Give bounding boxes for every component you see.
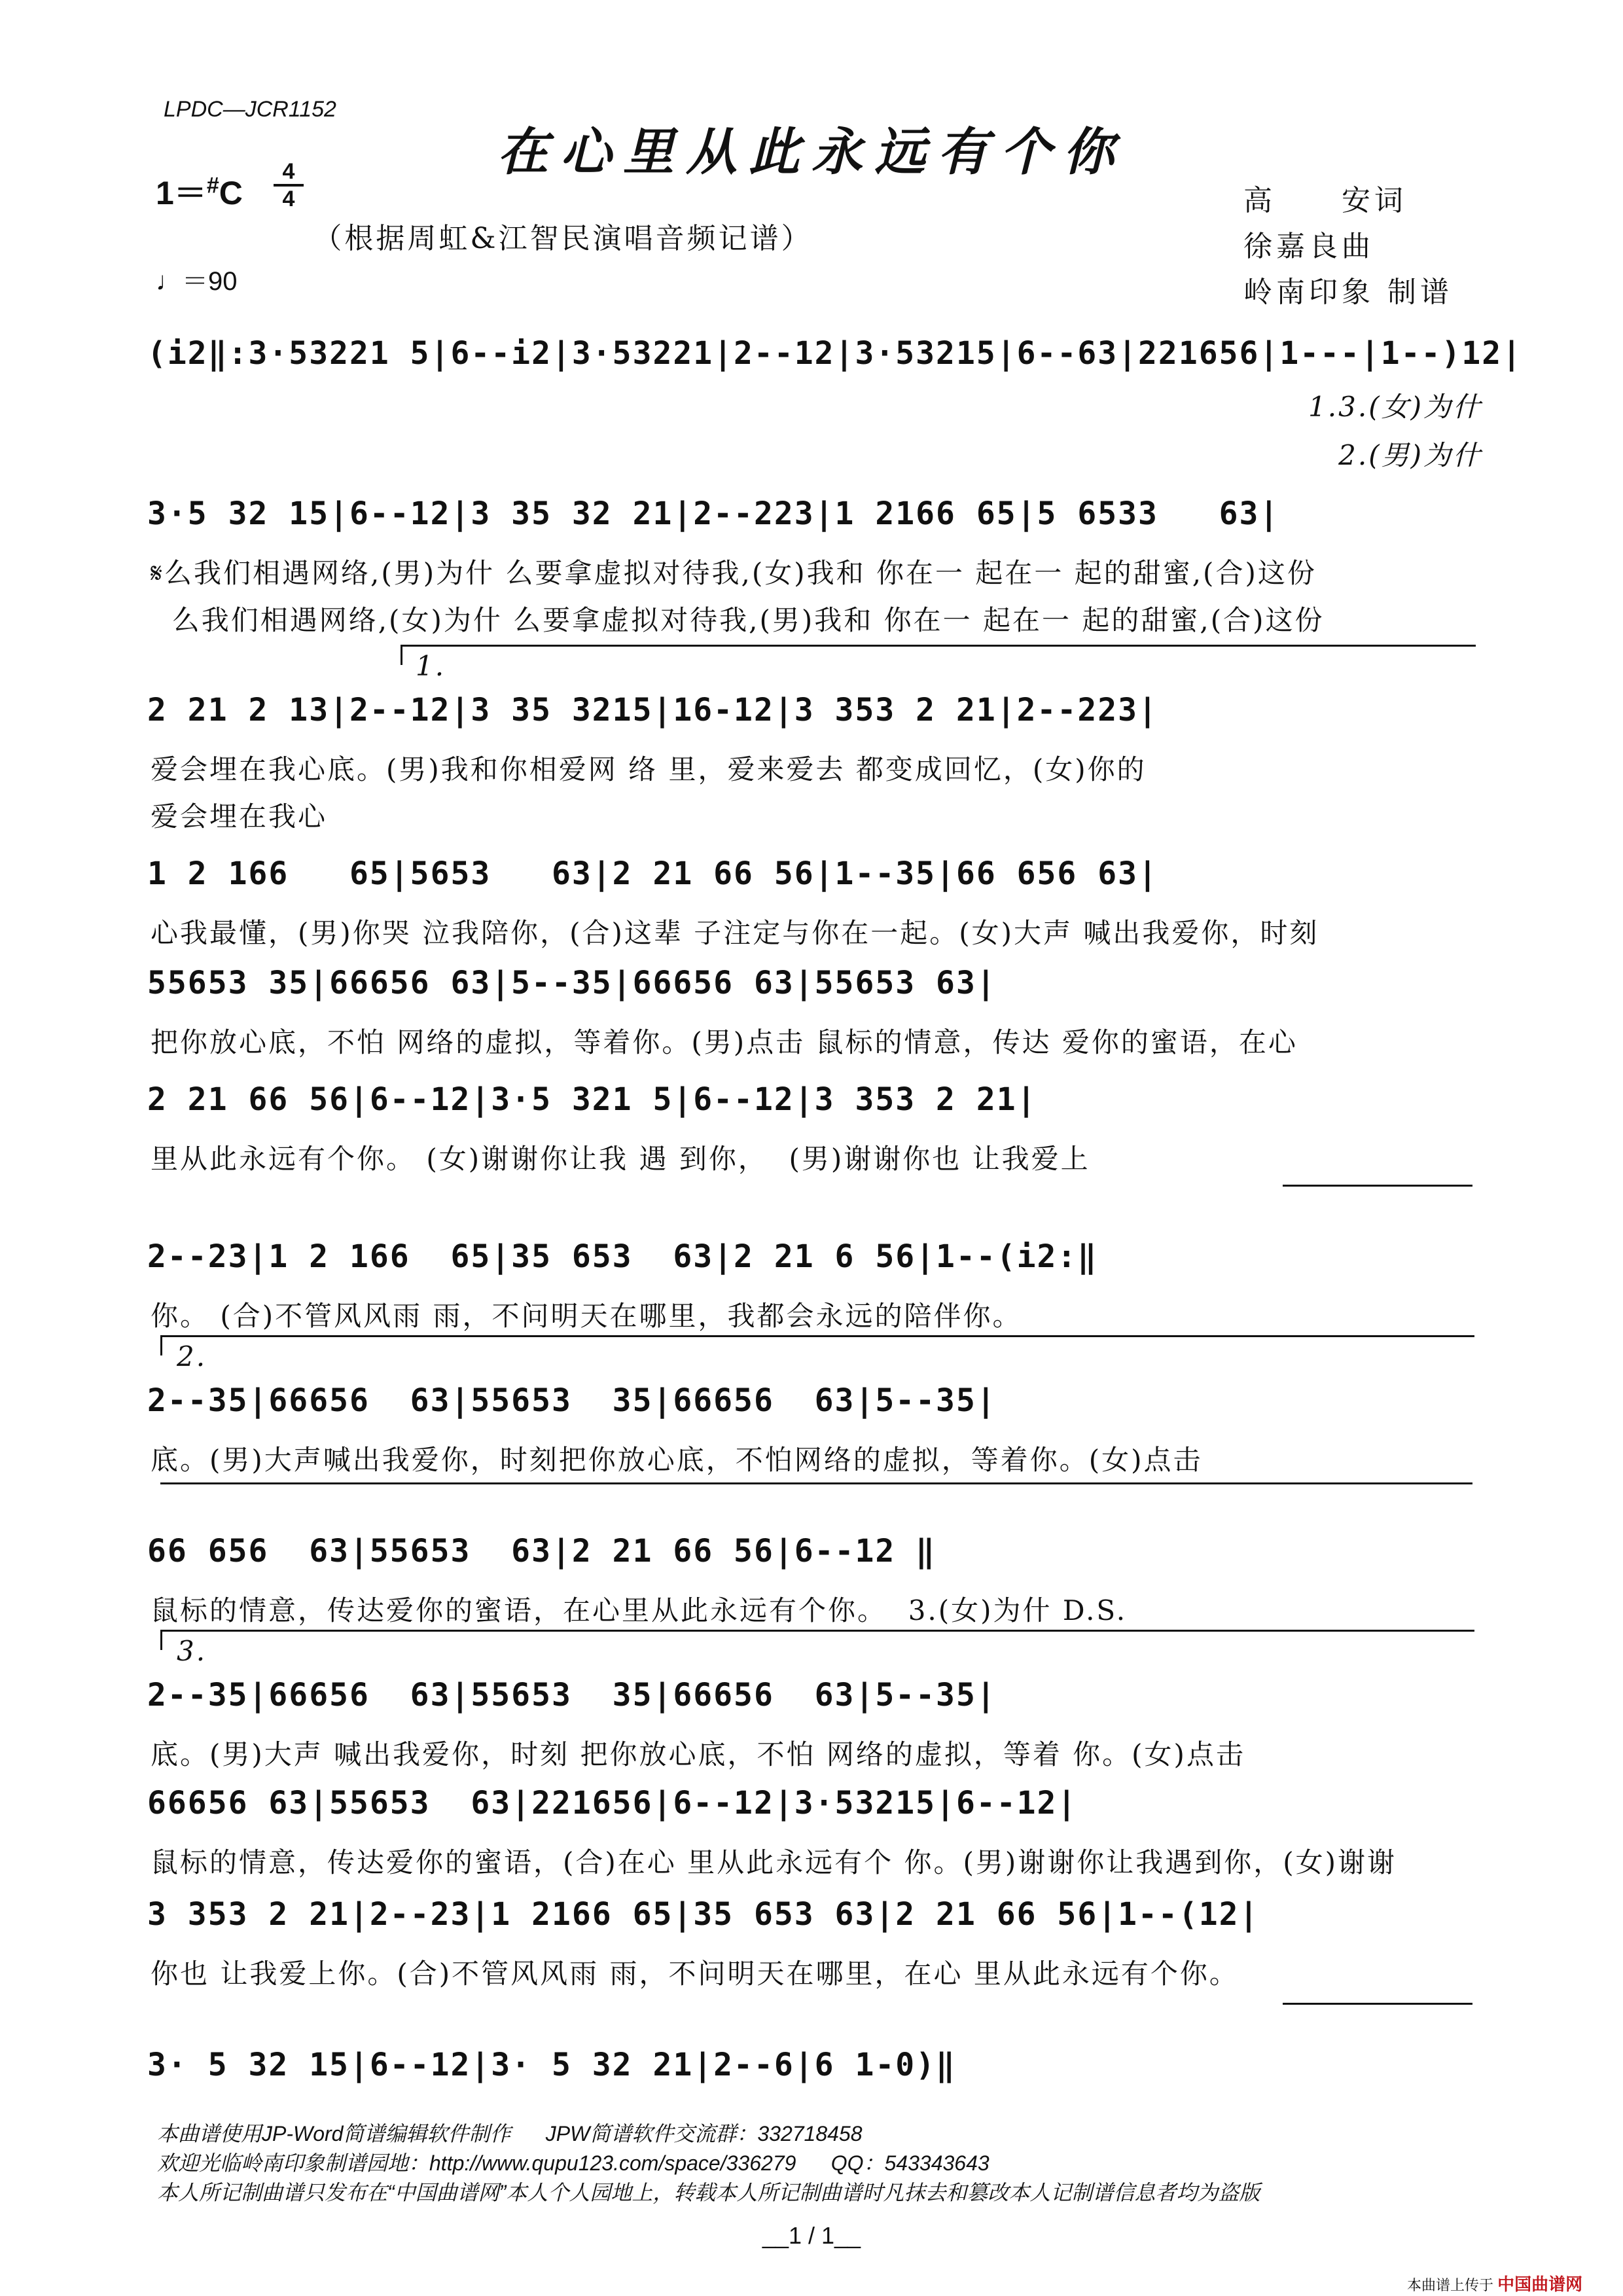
- meter-bottom: 4: [282, 187, 295, 211]
- song-title: 在心里从此永远有个你: [497, 122, 1126, 182]
- score-code: LPDC—JCR1152: [164, 97, 336, 122]
- volta-bracket-1: [401, 645, 1476, 665]
- verse-cue-1: 1.3.(女)为什: [1308, 391, 1482, 423]
- footer-software-note: 本曲谱使用JP-Word简谱编辑软件制作 JPW简谱软件交流群：332718458: [157, 2122, 863, 2145]
- score-line-6: 2 21 66 56|6--12|3·5 321 5|6--12|3 353 2 21|: [147, 1081, 1037, 1118]
- volta-extension-2: [160, 1482, 1472, 1491]
- lyric-line-10: 底。(男)大声 喊出我爱你，时刻 把你放心底，不怕 网络的虚拟，等着 你。(女)点击: [151, 1738, 1245, 1770]
- volta-bracket-3: [160, 1630, 1474, 1650]
- stamp-text: 本曲谱上传于: [1407, 2277, 1494, 2293]
- lyric-line-6: 里从此永远有个你。 (女)谢谢你让我 遇 到你， (男)谢谢你也 让我爱上: [151, 1143, 1090, 1175]
- lyricist-credit: 高 安词: [1243, 184, 1407, 217]
- volta-bracket-2: [160, 1335, 1474, 1355]
- footer-copyright-note: 本人所记制曲谱只发布在“中国曲谱网”本人个人园地上，转载本人所记制曲谱时凡抹去和篡改本人记制谱信息者均为盗版: [157, 2181, 1260, 2204]
- footer-website-note: 欢迎光临岭南印象制谱园地：http://www.qupu123.com/space/336279 QQ：543343643: [157, 2151, 990, 2175]
- volta-extension-1: [1283, 1185, 1472, 1193]
- volta-label-3: 3.: [177, 1635, 207, 1667]
- score-line-3: 2 21 2 13|2--12|3 35 3215|16-12|3 353 2 21|2--223|: [147, 692, 1158, 728]
- composer-credit: 徐嘉良曲: [1243, 230, 1374, 263]
- volta-label-1: 1.: [416, 650, 446, 682]
- lyric-line-4: 心我最懂，(男)你哭 泣我陪你，(合)这辈 子注定与你在一起。(女)大声 喊出我爱你，时刻: [151, 917, 1319, 949]
- score-line-10: 2--35|66656 63|55653 35|66656 63|5--35|: [147, 1677, 997, 1713]
- score-line-13: 3· 5 32 15|6--12|3· 5 32 21|2--6|6 1-0)‖: [147, 2047, 956, 2083]
- score-line-12: 3 353 2 21|2--23|1 2166 65|35 653 63|2 21 66 56|1--(12|: [147, 1896, 1260, 1933]
- tempo-mark: ♩＝90: [156, 267, 238, 296]
- lyric-line-12: 你也 让我爱上你。(合)不管风风雨 雨，不问明天在哪里，在心 里从此永远有个你。: [151, 1958, 1239, 1990]
- score-line-11: 66656 63|55653 63|221656|6--12|3·53215|6--12|: [147, 1785, 1078, 1821]
- key-signature: [156, 167, 243, 214]
- key-note: C: [219, 175, 243, 211]
- lyric-line-7: 你。 (合)不管风风雨 雨，不问明天在哪里，我都会永远的陪伴你。: [151, 1300, 1022, 1332]
- volta-extension-3: [1283, 2003, 1472, 2011]
- score-line-7: 2--23|1 2 166 65|35 653 63|2 21 6 56|1--(i2:‖: [147, 1238, 1098, 1275]
- score-line-9: 66 656 63|55653 63|2 21 66 56|6--12 ‖: [147, 1533, 936, 1570]
- verse-cue-2: 2.(男)为什: [1338, 439, 1482, 471]
- lyric-line-2b: 么我们相遇网络,(女)为什 么要拿虚拟对待我,(男)我和 你在一 起在一 起的甜蜜,(合)这份: [151, 604, 1325, 636]
- score-line-2: 3·5 32 15|6--12|3 35 32 21|2--223|1 2166 65|5 6533 63|: [147, 495, 1280, 532]
- lyric-line-9: 鼠标的情意，传达爱你的蜜语，在心里从此永远有个你。 3.(女)为什 D.S.: [151, 1594, 1128, 1626]
- upload-stamp: [1407, 2271, 1582, 2295]
- time-signature: [274, 160, 304, 210]
- sharp-sign: #: [206, 173, 219, 198]
- arranger-credit: 岭南印象 制谱: [1243, 276, 1453, 309]
- score-line-1: (i2‖:3·53221 5|6--i2|3·53221|2--12|3·53215|6--63|221656|1---|1--)12|: [147, 335, 1523, 372]
- lyric-line-5: 把你放心底，不怕 网络的虚拟，等着你。(男)点击 鼠标的情意，传达 爱你的蜜语，在心: [151, 1026, 1298, 1058]
- lyric-line-3b: 爱会埋在我心: [151, 800, 328, 833]
- score-line-8: 2--35|66656 63|55653 35|66656 63|5--35|: [147, 1382, 997, 1419]
- lyric-line-2a: 𝄋么我们相遇网络,(男)为什 么要拿虚拟对待我,(女)我和 你在一 起在一 起的甜蜜,(合)这份: [151, 557, 1317, 589]
- song-subtitle: （根据周虹&江智民演唱音频记谱）: [313, 222, 813, 255]
- score-line-5: 55653 35|66656 63|5--35|66656 63|55653 63|: [147, 965, 997, 1001]
- lyric-line-3a: 爱会埋在我心底。(男)我和你相爱网 络 里，爱来爱去 都变成回忆，(女)你的: [151, 753, 1147, 785]
- site-logo: 中国曲谱网: [1497, 2274, 1583, 2294]
- score-line-4: 1 2 166 65|5653 63|2 21 66 56|1--35|66 656 63|: [147, 855, 1158, 892]
- key-prefix: 1＝: [156, 175, 207, 211]
- page-number: __1 / 1__: [762, 2222, 861, 2249]
- volta-label-2: 2.: [177, 1340, 207, 1372]
- meter-top: 4: [282, 159, 295, 184]
- lyric-line-11: 鼠标的情意，传达爱你的蜜语，(合)在心 里从此永远有个 你。(男)谢谢你让我遇到你，(女)谢谢: [151, 1846, 1397, 1878]
- lyric-line-8: 底。(男)大声喊出我爱你，时刻把你放心底，不怕网络的虚拟，等着你。(女)点击: [151, 1444, 1203, 1476]
